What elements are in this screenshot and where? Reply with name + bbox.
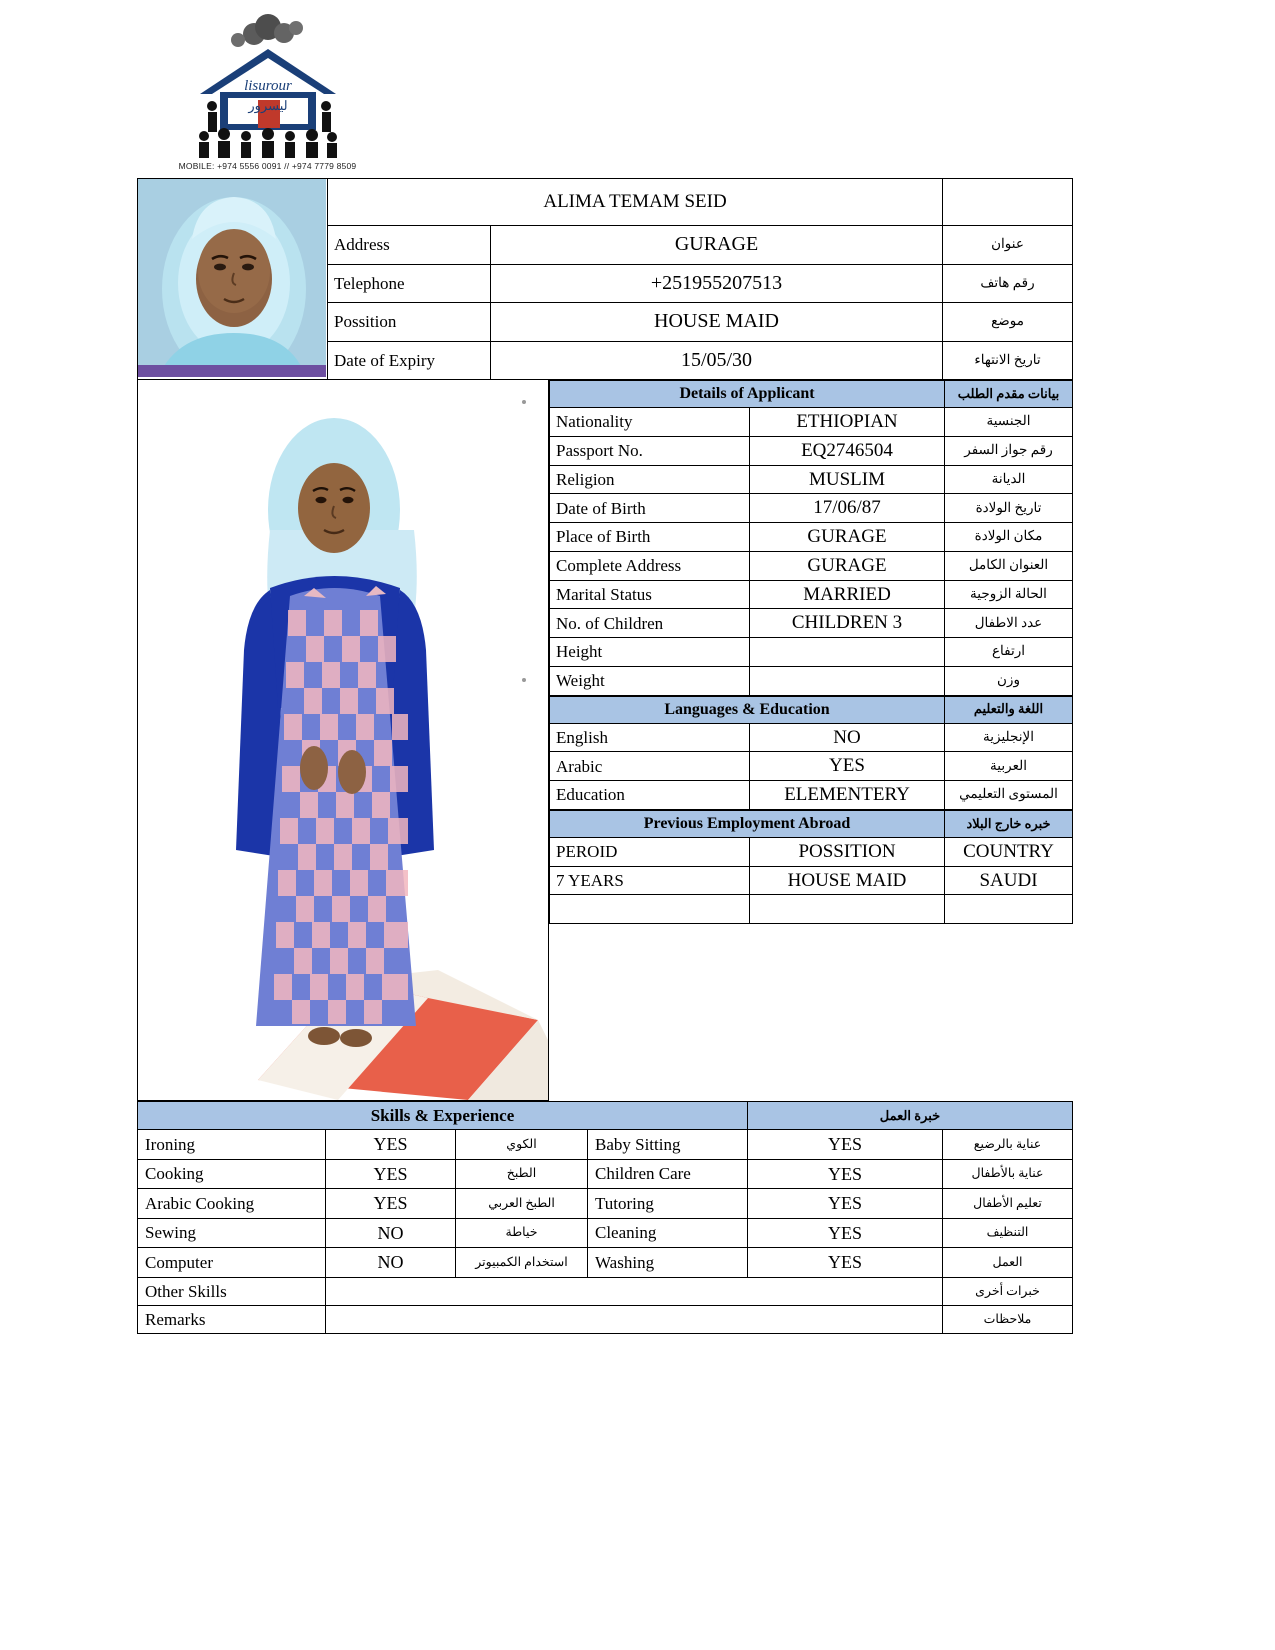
skills-row-2 <box>138 1159 1073 1189</box>
skill-ar-ironing: الكوي <box>456 1130 588 1160</box>
skill-label-washing: Washing <box>588 1248 748 1278</box>
label-height: Height <box>550 638 750 667</box>
value-country-2 <box>945 895 1073 924</box>
details-column <box>549 380 1072 1101</box>
label-address: Address <box>328 226 491 265</box>
applicant-name: ALIMA TEMAM SEID <box>328 179 943 226</box>
skills-row-remarks <box>138 1306 1073 1334</box>
value-period-1: 7 YEARS <box>550 866 750 895</box>
ar-address: عنوان <box>943 226 1073 265</box>
band-languages-en: Languages & Education <box>550 696 945 723</box>
label-nationality: Nationality <box>550 408 750 437</box>
label-position: Possition <box>328 303 491 342</box>
label-children: No. of Children <box>550 609 750 638</box>
header-name-row <box>138 179 1073 226</box>
label-telephone: Telephone <box>328 264 491 303</box>
value-country-1: SAUDI <box>945 866 1073 895</box>
label-arabic: Arabic <box>550 752 750 781</box>
skill-ar-arabic-cooking: الطبخ العربي <box>456 1189 588 1219</box>
ar-nationality: الجنسية <box>945 408 1073 437</box>
skill-value-baby-sitting: YES <box>748 1130 943 1160</box>
ar-english: الإنجليزية <box>945 723 1073 752</box>
label-passport: Passport No. <box>550 436 750 465</box>
details-row-weight <box>550 666 1073 695</box>
skill-label-cleaning: Cleaning <box>588 1218 748 1248</box>
header-name-ar-cell <box>943 179 1073 226</box>
value-english: NO <box>750 723 945 752</box>
svg-text:ليسرور: ليسرور <box>247 98 288 113</box>
label-pob: Place of Birth <box>550 523 750 552</box>
band-skills-en: Skills & Experience <box>138 1102 748 1130</box>
label-english: English <box>550 723 750 752</box>
band-details-ar: بيانات مقدم الطلب <box>945 381 1073 408</box>
company-logo <box>160 14 375 174</box>
languages-row-education <box>550 781 1073 810</box>
employment-table <box>549 810 1073 924</box>
skill-label-arabic-cooking: Arabic Cooking <box>138 1189 326 1219</box>
details-row-nationality <box>550 408 1073 437</box>
skill-label-sewing: Sewing <box>138 1218 326 1248</box>
skill-label-baby-sitting: Baby Sitting <box>588 1130 748 1160</box>
ar-arabic: العربية <box>945 752 1073 781</box>
skill-ar-computer: استخدام الكمبيوتر <box>456 1248 588 1278</box>
band-details <box>550 381 1073 408</box>
skill-label-tutoring: Tutoring <box>588 1189 748 1219</box>
ar-education: المستوى التعليمي <box>945 781 1073 810</box>
skill-ar-cooking: الطبخ <box>456 1159 588 1189</box>
skill-ar-cleaning: التنظيف <box>943 1218 1073 1248</box>
languages-row-arabic <box>550 752 1073 781</box>
skill-value-sewing: NO <box>326 1218 456 1248</box>
band-skills <box>138 1102 1073 1130</box>
value-height <box>750 638 945 667</box>
value-position-2 <box>750 895 945 924</box>
skills-row-4 <box>138 1218 1073 1248</box>
value-complete-address: GURAGE <box>750 551 945 580</box>
skill-value-cleaning: YES <box>748 1218 943 1248</box>
details-row-passport <box>550 436 1073 465</box>
cv-document <box>137 178 1072 1334</box>
details-row-pob <box>550 523 1073 552</box>
value-marital: MARRIED <box>750 580 945 609</box>
band-details-en: Details of Applicant <box>550 381 945 408</box>
label-marital: Marital Status <box>550 580 750 609</box>
skill-value-children-care: YES <box>748 1159 943 1189</box>
details-row-children <box>550 609 1073 638</box>
label-expiry: Date of Expiry <box>328 341 491 380</box>
value-period-2 <box>550 895 750 924</box>
label-complete-address: Complete Address <box>550 551 750 580</box>
value-children: CHILDREN 3 <box>750 609 945 638</box>
value-pob: GURAGE <box>750 523 945 552</box>
band-languages-ar: اللغة والتعليم <box>945 696 1073 723</box>
band-employment-ar: خبره خارج البلاد <box>945 810 1073 837</box>
ar-dob: تاريخ الولادة <box>945 494 1073 523</box>
employment-row-1 <box>550 866 1073 895</box>
value-education: ELEMENTERY <box>750 781 945 810</box>
ar-remarks: ملاحظات <box>943 1306 1073 1334</box>
band-languages <box>550 696 1073 723</box>
ar-telephone: رقم هاتف <box>943 264 1073 303</box>
value-expiry: 15/05/30 <box>491 341 943 380</box>
skill-label-cooking: Cooking <box>138 1159 326 1189</box>
label-remarks: Remarks <box>138 1306 326 1334</box>
skill-value-tutoring: YES <box>748 1189 943 1219</box>
label-other-skills: Other Skills <box>138 1277 326 1305</box>
details-row-religion <box>550 465 1073 494</box>
ar-passport: رقم جواز السفر <box>945 436 1073 465</box>
value-address: GURAGE <box>491 226 943 265</box>
value-telephone: +251955207513 <box>491 264 943 303</box>
skill-ar-washing: العمل <box>943 1248 1073 1278</box>
ar-weight: وزن <box>945 666 1073 695</box>
skill-ar-baby-sitting: عناية بالرضيع <box>943 1130 1073 1160</box>
label-dob: Date of Birth <box>550 494 750 523</box>
skill-label-children-care: Children Care <box>588 1159 748 1189</box>
ar-marital: الحالة الزوجية <box>945 580 1073 609</box>
value-dob: 17/06/87 <box>750 494 945 523</box>
header-table <box>137 178 1073 380</box>
skill-ar-children-care: عناية بالأطفال <box>943 1159 1073 1189</box>
ar-other-skills: خبرات أخرى <box>943 1277 1073 1305</box>
passport-photo <box>138 179 328 380</box>
skill-label-ironing: Ironing <box>138 1130 326 1160</box>
skill-label-computer: Computer <box>138 1248 326 1278</box>
skill-value-arabic-cooking: YES <box>326 1189 456 1219</box>
header-country: COUNTRY <box>945 837 1073 866</box>
middle-section <box>137 380 1072 1101</box>
details-row-height <box>550 638 1073 667</box>
skill-value-washing: YES <box>748 1248 943 1278</box>
skills-row-3 <box>138 1189 1073 1219</box>
details-table <box>549 380 1073 696</box>
skill-value-ironing: YES <box>326 1130 456 1160</box>
skill-ar-sewing: خياطة <box>456 1218 588 1248</box>
skill-value-cooking: YES <box>326 1159 456 1189</box>
value-weight <box>750 666 945 695</box>
value-religion: MUSLIM <box>750 465 945 494</box>
languages-row-english <box>550 723 1073 752</box>
details-row-marital <box>550 580 1073 609</box>
skills-row-other <box>138 1277 1073 1305</box>
header-position: POSSITION <box>750 837 945 866</box>
skill-value-computer: NO <box>326 1248 456 1278</box>
ar-expiry: تاريخ الانتهاء <box>943 341 1073 380</box>
ar-religion: الديانة <box>945 465 1073 494</box>
skills-table <box>137 1101 1073 1334</box>
label-weight: Weight <box>550 666 750 695</box>
logo-graphic <box>168 14 368 159</box>
ar-complete-address: العنوان الكامل <box>945 551 1073 580</box>
details-row-address <box>550 551 1073 580</box>
value-remarks <box>326 1306 943 1334</box>
value-nationality: ETHIOPIAN <box>750 408 945 437</box>
full-body-photo <box>137 380 549 1101</box>
ar-pob: مكان الولادة <box>945 523 1073 552</box>
value-position-1: HOUSE MAID <box>750 866 945 895</box>
value-arabic: YES <box>750 752 945 781</box>
band-employment-en: Previous Employment Abroad <box>550 810 945 837</box>
details-row-dob <box>550 494 1073 523</box>
employment-row-2 <box>550 895 1073 924</box>
band-employment <box>550 810 1073 837</box>
skill-ar-tutoring: تعليم الأطفال <box>943 1189 1073 1219</box>
label-education: Education <box>550 781 750 810</box>
label-religion: Religion <box>550 465 750 494</box>
ar-position: موضع <box>943 303 1073 342</box>
languages-table <box>549 696 1073 810</box>
skills-row-5 <box>138 1248 1073 1278</box>
ar-children: عدد الاطفال <box>945 609 1073 638</box>
header-period: PEROID <box>550 837 750 866</box>
band-skills-ar: خبرة العمل <box>748 1102 1073 1130</box>
logo-phone-text: MOBILE: +974 5556 0091 // +974 7779 8509 <box>178 161 357 171</box>
value-position: HOUSE MAID <box>491 303 943 342</box>
ar-height: ارتفاع <box>945 638 1073 667</box>
value-other-skills <box>326 1277 943 1305</box>
employment-header-row <box>550 837 1073 866</box>
svg-text:lisurour: lisurour <box>243 78 292 94</box>
value-passport: EQ2746504 <box>750 436 945 465</box>
skills-row-1 <box>138 1130 1073 1160</box>
